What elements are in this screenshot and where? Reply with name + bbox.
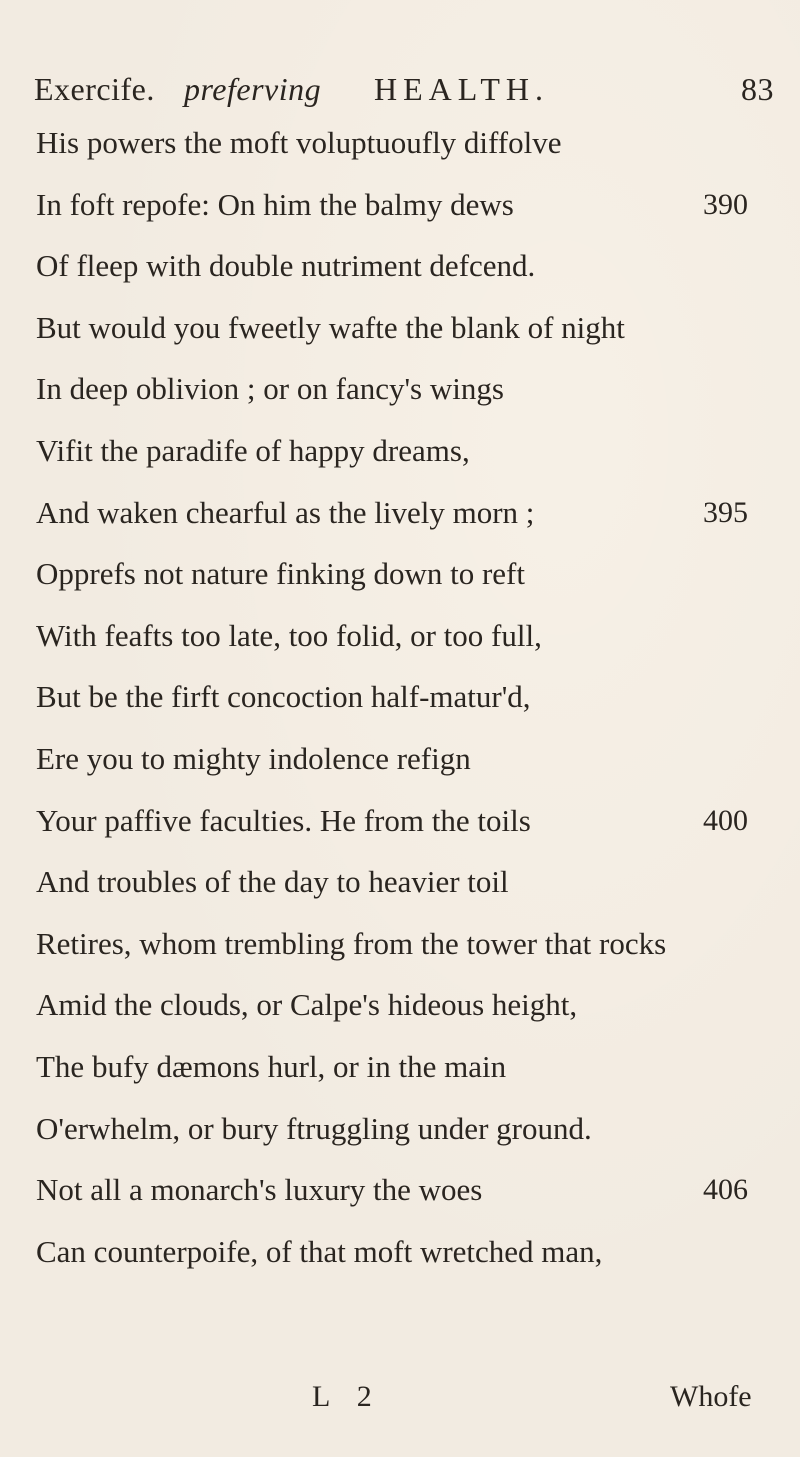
header-title-caps: HEALTH. (374, 71, 550, 107)
verse-line (36, 605, 776, 667)
verse-line (36, 851, 776, 913)
verse-line-text: The bufy dæmons hurl, or in the main (36, 1048, 507, 1084)
verse-line (36, 358, 776, 420)
verse-line-text: In deep oblivion ; or on fancy's wings (36, 371, 504, 407)
line-number: 395 (703, 495, 748, 529)
catchword: Whofe (670, 1380, 752, 1413)
verse-line (36, 112, 776, 174)
verse-line-text: Your paffive faculties. He from the toils (36, 802, 531, 838)
verse-line-text: And troubles of the day to heavier toil (36, 864, 509, 900)
line-number: 390 (703, 187, 748, 221)
verse-line (36, 666, 776, 728)
verse-line-text: In foft repofe: On him the balmy dews (36, 186, 514, 222)
verse-line-text: O'erwhelm, or bury ftruggling under ground. (36, 1110, 592, 1146)
verse-line-text: With feafts too late, too folid, or too full, (36, 617, 542, 653)
verse-line-text: But would you fweetly wafte the blank of night (36, 309, 625, 345)
page-number: 83 (741, 71, 774, 107)
verse-line-text: His powers the moft voluptuoufly diffolve (36, 125, 562, 160)
verse-line-text: But be the firft concoction half-matur'd, (36, 679, 531, 715)
verse-line (36, 235, 776, 297)
verse-line (36, 482, 776, 544)
verse-line-text: Of fleep with double nutriment defcend. (36, 248, 536, 284)
verse-line (36, 790, 776, 852)
verse-line-text: Ere you to mighty indolence refign (36, 740, 471, 776)
page-footer (0, 1372, 800, 1422)
running-header (34, 64, 774, 114)
signature-mark: L 2 (312, 1380, 382, 1413)
verse-line-text: Vifit the paradife of happy dreams, (36, 432, 470, 468)
verse-line-text: Amid the clouds, or Calpe's hideous height, (36, 987, 578, 1023)
verse-line-text: Retires, whom trembling from the tower that rocks (36, 925, 667, 961)
verse-line (36, 1036, 776, 1098)
verse-line (36, 420, 776, 482)
verse-line (36, 174, 776, 236)
verse-line (36, 1098, 776, 1160)
verse-line-text: Not all a monarch's luxury the woes (36, 1172, 483, 1208)
verse-line (36, 1221, 776, 1283)
verse-line-text: Opprefs not nature finking down to reft (36, 556, 525, 592)
header-section: Exercife. (34, 71, 155, 107)
line-number: 406 (703, 1173, 748, 1207)
verse-line (36, 728, 776, 790)
verse-line (36, 1159, 776, 1221)
verse-line (36, 543, 776, 605)
verse-line-text: Can counterpoife, of that moft wretched man, (36, 1233, 603, 1269)
line-number: 400 (703, 803, 748, 837)
verse-line (36, 297, 776, 359)
header-title-italic: preferving (184, 71, 322, 107)
verse-line (36, 913, 776, 975)
verse-line (36, 974, 776, 1036)
verse-block (36, 112, 776, 1282)
verse-line-text: And waken chearful as the lively morn ; (36, 494, 535, 530)
